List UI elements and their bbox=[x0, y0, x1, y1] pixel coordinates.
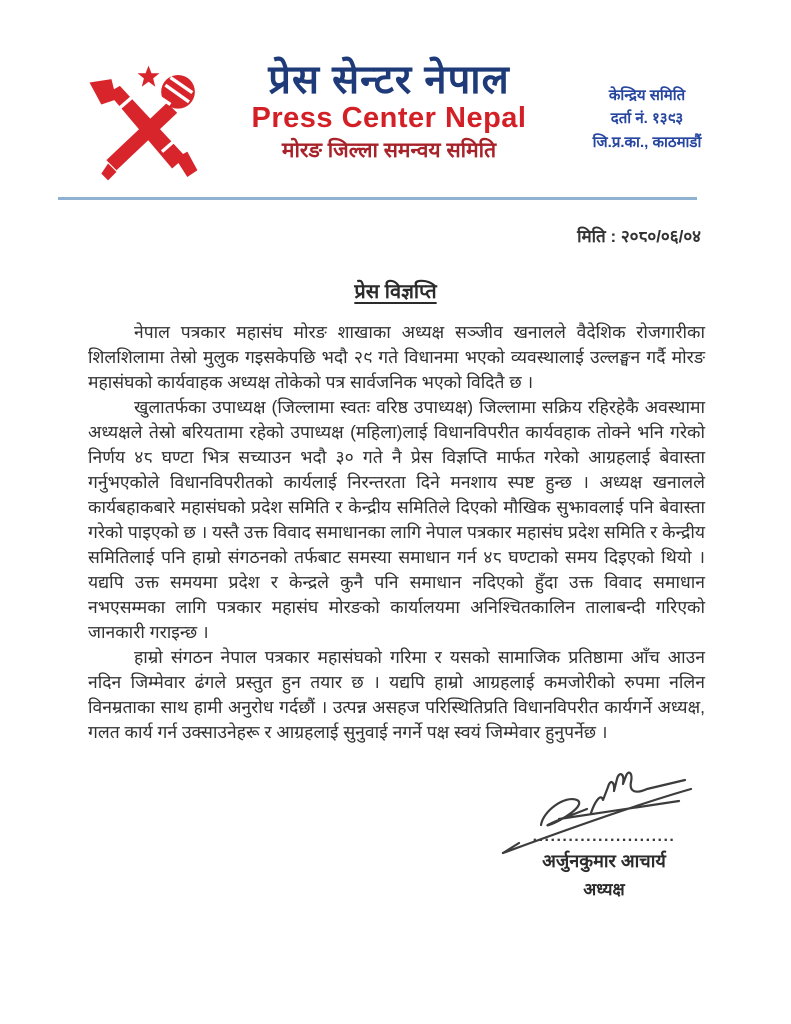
registration-line-number: दर्ता नं. १३९३ bbox=[610, 110, 684, 128]
press-release-heading bbox=[0, 277, 791, 304]
signature-scribble-icon bbox=[489, 767, 719, 859]
org-subtitle-district-committee: मोरङ जिल्ला समन्वय समिति bbox=[281, 139, 497, 163]
signatory-name: अर्जुनकुमार आचार्य bbox=[542, 851, 666, 871]
paragraph-2: खुलातर्फका उपाध्यक्ष (जिल्लामा स्वतः वरिष्ठ उपाध्यक्ष) जिल्लामा सक्रिय रहिरहेकै अवस्थामा अध्यक्षले तेस्रो बरियतामा रहेको उपाध्यक्ष (महिला)लाई विधानविपरीत कार्यवहाक तोक्ने भनि गरेको निर्णय ४८ घण्टा भित्र सच्याउन भदौ ३० गते नै प्रेस विज्ञप्ति मार्फत गरेको आग्रहलाई बेवास्ता गर्नुभएकोले विधानविपरीतको कार्यलाई निरन्तरता दिने मनशाय स्पष्ट हुन्छ । अध्यक्ष खनालले कार्यबहाकबारे महासंघको प्रदेश समिति र केन्द्रीय समितिले दिएको मौखिक सुझावलाई पनि बेवास्ता गरेको पाइएको छ । यस्तै उक्त विवाद समाधानका लागि नेपाल पत्रकार महासंघ प्रदेश समिति र केन्द्रीय समितिलाई पनि हाम्रो संगठनको तर्फबाट समस्या समाधान गर्न ४८ घण्टाको समय दिइएको थियो । यद्यपि उक्त समयमा प्रदेश र केन्द्रले कुनै पनि समाधान नदिएको हुँदा उक्त विवाद समाधान नभएसम्मका लागि पत्रकार महासंघ मोरङको कार्यालयमा अनिश्चितकालिन तालाबन्दी गरिएको जानकारी गराइन्छ । bbox=[88, 397, 705, 642]
star-icon bbox=[138, 66, 160, 87]
paragraph-1: नेपाल पत्रकार महासंघ मोरङ शाखाका अध्यक्ष सञ्जीव खनालले वैदेशिक रोजगारीका शिलशिलामा तेस्रो मुलुक गइसकेपछि भदौ २९ गते विधानमा भएको व्यवस्थालाई उल्लङ्घन गर्दै मोरङ महासंघको कार्यवाहक अध्यक्ष तोकेको पत्र सार्वजनिक भएको विदितै छ । bbox=[88, 322, 705, 392]
signature-dotted-line: ........................ bbox=[532, 829, 676, 845]
press-center-logo bbox=[82, 64, 217, 187]
press-release-heading-text: प्रेस विज्ञप्ति bbox=[354, 281, 437, 303]
crossed-pen-microphone-icon bbox=[82, 64, 210, 182]
org-title-nepali: प्रेस सेन्टर नेपाल bbox=[268, 58, 510, 102]
date-line: मिति : २०८०/०६/०४ bbox=[577, 227, 701, 246]
signatory-role: अध्यक्ष bbox=[583, 880, 625, 899]
registration-info bbox=[561, 84, 733, 154]
signature-block bbox=[479, 767, 729, 900]
organization-titles bbox=[217, 56, 561, 165]
letter-body bbox=[88, 320, 705, 745]
header-divider bbox=[58, 197, 697, 200]
paragraph-3: हाम्रो संगठन नेपाल पत्रकार महासंघको गरिमा र यसको सामाजिक प्रतिष्ठामा आँच आउन नदिन जिम्मेवार ढंगले प्रस्तुत हुन तयार छ । यद्यपि हाम्रो आग्रहलाई कमजोरीको रुपमा नलिन विनम्रताका साथ हामी अनुरोध गर्दछौं । उत्पन्न असहज परिस्थितिप्रति विधानविपरीत कार्यगर्ने अध्यक्ष, गलत कार्य गर्न उक्साउनेहरू र आग्रहलाई सुनुवाई नगर्ने पक्ष स्वयं जिम्मेवार हुनुपर्नेछ । bbox=[88, 647, 705, 742]
org-title-english: Press Center Nepal bbox=[251, 102, 527, 134]
registration-line-office: जि.प्र.का., काठमाडौं bbox=[592, 133, 702, 151]
registration-line-central-committee: केन्द्रिय समिति bbox=[608, 87, 686, 104]
letterhead bbox=[0, 0, 791, 187]
